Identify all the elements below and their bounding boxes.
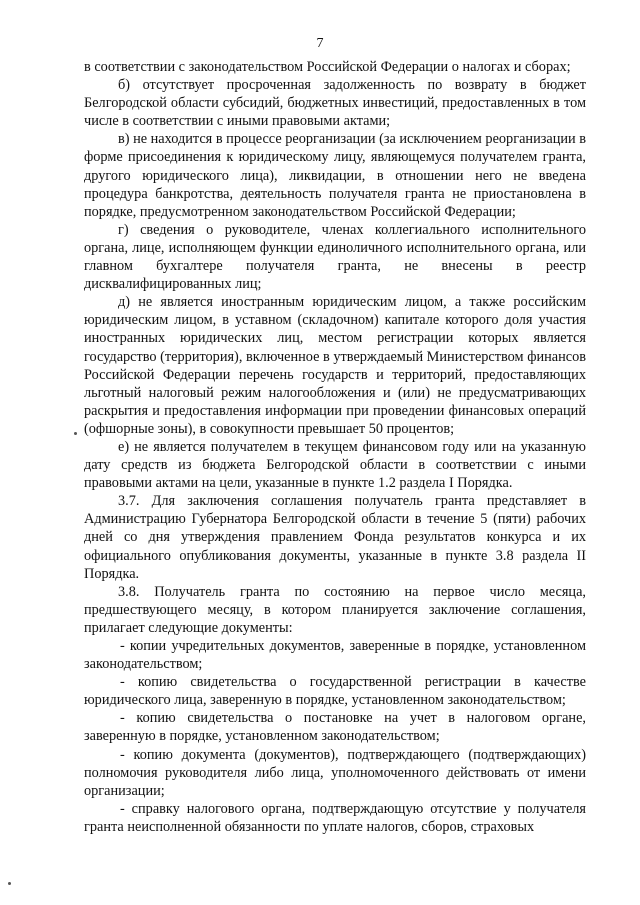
paragraph-item-v: в) не находится в процессе реорганизации (за исключением реорганизации в форме присоединения к юридическому лицу, являющемуся получателем гранта, другого юридического лица), ликвидации, в отношении него не введена процедура банкротства, деятельность получателя гранта не приостановлена в порядке, предусмотренном законодательством Российской Федерации;	[84, 131, 586, 220]
paragraph-item-g: г) сведения о руководителе, членах коллегиального исполнительного органа, лице, исполняющем функции единоличного исполнительного органа, или главном бухгалтере получателя гранта, не внесены в реестр дисквалифицированных лиц;	[84, 221, 586, 293]
scan-speck	[8, 882, 11, 885]
paragraph-item-b: б) отсутствует просроченная задолженность по возврату в бюджет Белгородской области субсидий, бюджетных инвестиций, предоставленных в том числе в соответствии с иными правовыми актами;	[84, 77, 586, 130]
paragraph-3-7: 3.7. Для заключения соглашения получатель гранта представляет в Администрацию Губернатора Белгородской области в течение 5 (пяти) рабочих дней со дня утверждения правлением Фонда результатов конкурса и их официального опубликования документы, указанные в пункте 3.8 раздела II Порядка.	[84, 493, 586, 582]
paragraph-3-8: 3.8. Получатель гранта по состоянию на первое число месяца, предшествующего месяцу, в котором планируется заключение соглашения, прилагает следующие документы:	[84, 583, 586, 636]
paragraph-item-e: е) не является получателем в текущем финансовом году или на указанную дату средств из бюджета Белгородской области в соответствии с иными правовыми актами на цели, указанные в пункте 1.2 раздела I Порядка.	[84, 438, 586, 492]
list-item-registration-certificate: - копию свидетельства о государственной регистрации в качестве юридического лица, заверенную в порядке, установленном законодательством;	[84, 674, 586, 709]
paragraph-item-d: д) не является иностранным юридическим лицом, а также российским юридическим лицом, в уставном (складочном) капитале которого доля участия иностранных юридических лиц, местом регистрации которых является государство (территория), включенное в утверждаемый Министерством финансов Российской Федерации перечень государств и территорий, предоставляющих льготный налоговый режим налогообложения и (или) не предусматривающих раскрытия и предоставления информации при проведении финансовых операций (офшорные зоны), в совокупности превышает 50 процентов;	[84, 294, 586, 437]
list-item-founding-documents: - копии учредительных документов, заверенные в порядке, установленном законодательством;	[84, 638, 586, 673]
paragraph-continuation: в соответствии с законодательством Российской Федерации о налогах и сборах;	[84, 59, 571, 75]
page-number: 7	[316, 36, 324, 51]
list-item-tax-registration: - копию свидетельства о постановке на учет в налоговом органе, заверенную в порядке, установленном законодательством;	[84, 710, 586, 745]
list-item-tax-certificate: - справку налогового органа, подтверждающую отсутствие у получателя гранта неисполненной обязанности по уплате налогов, сборов, страховых	[84, 800, 586, 835]
list-item-authority-documents: - копию документа (документов), подтверждающего (подтверждающих) полномочия руководителя либо лица, уполномоченного действовать от имени организации;	[84, 746, 586, 799]
scan-speck	[74, 432, 77, 435]
document-body	[84, 58, 586, 836]
